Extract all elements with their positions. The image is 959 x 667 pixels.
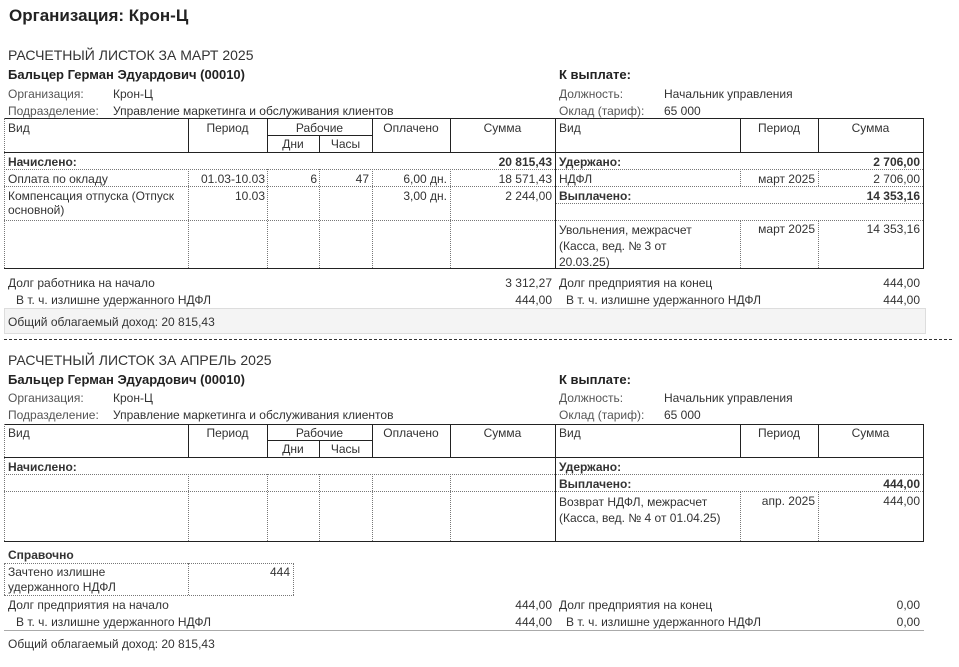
to-pay-label: К выплате: (559, 67, 631, 82)
accrued-total: 20 815,43 (498, 155, 552, 169)
table-row-hours: 47 (355, 172, 369, 186)
salary-value: 65 000 (664, 104, 701, 118)
reference-item-label: Зачтено излишне удержанного НДФЛ (8, 565, 116, 594)
paid-total: 444,00 (883, 477, 920, 491)
col-sum: Сумма (483, 426, 522, 440)
company-debt-ndfl-value: 444,00 (883, 293, 920, 307)
col-period-right: Период (757, 426, 801, 440)
col-vid-right: Вид (559, 426, 581, 440)
accrued-label: Начислено: (8, 460, 77, 474)
paid-label: Выплачено: (559, 189, 632, 203)
accrued-label: Начислено: (8, 155, 77, 169)
table-row-vid: Компенсация отпуска (Отпуск основной) (8, 189, 175, 217)
emp-debt-start-label: Долг работника на начало (8, 276, 155, 290)
salary-label: Оклад (тариф): (559, 408, 645, 422)
position-label: Должность: (559, 391, 624, 405)
reference-item-value: 444 (269, 565, 290, 579)
table-row-period: март 2025 (758, 172, 815, 186)
org-label: Организация: (8, 391, 84, 405)
col-working: Рабочие (295, 121, 344, 135)
emp-debt-ndfl-value: 444,00 (515, 293, 552, 307)
employee-name: Бальцер Герман Эдуардович (00010) (8, 67, 245, 82)
position-value: Начальник управления (664, 391, 793, 405)
col-working: Рабочие (295, 426, 344, 440)
company-debt-end-ndfl-label: В т. ч. излишне удержанного НДФЛ (566, 615, 761, 629)
col-hours: Часы (330, 137, 361, 151)
dept-label: Подразделение: (8, 408, 99, 422)
org-value: Крон-Ц (113, 87, 153, 101)
table-row-sum: 14 353,16 (866, 222, 920, 236)
position-label: Должность: (559, 87, 624, 101)
payslip-title: РАСЧЕТНЫЙ ЛИСТОК ЗА МАРТ 2025 (8, 47, 254, 63)
paid-label: Выплачено: (559, 477, 632, 491)
col-days: Дни (282, 137, 304, 151)
payslip-title: РАСЧЕТНЫЙ ЛИСТОК ЗА АПРЕЛЬ 2025 (8, 352, 272, 368)
dept-value: Управление маркетинга и обслуживания клиентов (113, 408, 394, 422)
col-hours: Часы (330, 442, 361, 456)
table-row-sum: 18 571,43 (498, 172, 552, 186)
table-row-paid: 3,00 дн. (403, 189, 447, 203)
company-debt-start-ndfl-value: 444,00 (515, 615, 552, 629)
page-separator (4, 339, 952, 340)
salary-value: 65 000 (664, 408, 701, 422)
withheld-label: Удержано: (559, 155, 622, 169)
dept-value: Управление маркетинга и обслуживания клиентов (113, 104, 394, 118)
table-row-vid: Оплата по окладу (8, 172, 108, 186)
col-sum-right: Сумма (851, 121, 890, 135)
company-debt-start-ndfl-label: В т. ч. излишне удержанного НДФЛ (16, 615, 211, 629)
emp-debt-start-value: 3 312,27 (505, 276, 552, 290)
to-pay-label: К выплате: (559, 372, 631, 387)
table-row-sum: 2 244,00 (505, 189, 552, 203)
col-days: Дни (282, 442, 304, 456)
org-label: Организация: (8, 87, 84, 101)
company-debt-start-value: 444,00 (515, 598, 552, 612)
col-period: Период (206, 426, 249, 440)
dept-label: Подразделение: (8, 104, 99, 118)
table-row-period: 01.03-10.03 (200, 172, 265, 186)
taxable-income: Общий облагаемый доход: 20 815,43 (8, 315, 215, 329)
col-vid: Вид (8, 426, 30, 440)
col-vid-right: Вид (559, 121, 581, 135)
withheld-label: Удержано: (559, 460, 622, 474)
org-value: Крон-Ц (113, 391, 153, 405)
col-paid: Оплачено (383, 426, 439, 440)
col-vid: Вид (8, 121, 30, 135)
employee-name: Бальцер Герман Эдуардович (00010) (8, 372, 245, 387)
table-row-vid: Возврат НДФЛ, межрасчет (Касса, вед. № 4 от 01.04.25) (559, 495, 721, 525)
table-row-period: 10.03 (234, 189, 265, 203)
withheld-total: 2 706,00 (873, 155, 920, 169)
table-row-sum: 2 706,00 (873, 172, 920, 186)
page-title: Организация: Крон-Ц (9, 6, 189, 25)
col-period: Период (206, 121, 249, 135)
emp-debt-ndfl-label: В т. ч. излишне удержанного НДФЛ (16, 293, 211, 307)
paid-total: 14 353,16 (866, 189, 920, 203)
taxable-income: Общий облагаемый доход: 20 815,43 (8, 637, 215, 651)
company-debt-ndfl-label: В т. ч. излишне удержанного НДФЛ (566, 293, 761, 307)
table-row-paid: 6,00 дн. (403, 172, 447, 186)
salary-label: Оклад (тариф): (559, 104, 645, 118)
company-debt-end-label: Долг предприятия на конец (559, 598, 713, 612)
col-sum-right: Сумма (851, 426, 890, 440)
company-debt-start-label: Долг предприятия на начало (8, 598, 169, 612)
table-row-sum: 444,00 (883, 494, 920, 508)
table-row-vid: НДФЛ (559, 172, 593, 186)
col-paid: Оплачено (383, 121, 439, 135)
company-debt-end-value: 444,00 (883, 276, 920, 290)
company-debt-end-label: Долг предприятия на конец (559, 276, 713, 290)
position-value: Начальник управления (664, 87, 793, 101)
company-debt-end-ndfl-value: 0,00 (896, 615, 920, 629)
table-row-days: 6 (310, 172, 317, 186)
table-row-period: апр. 2025 (761, 494, 815, 508)
col-sum: Сумма (483, 121, 522, 135)
reference-label: Справочно (8, 548, 74, 562)
col-period-right: Период (757, 121, 801, 135)
table-row-period: март 2025 (758, 222, 815, 236)
table-row-vid: Увольнения, межрасчет (Касса, вед. № 3 от 20.03.25) (559, 223, 692, 269)
company-debt-end-value: 0,00 (896, 598, 920, 612)
